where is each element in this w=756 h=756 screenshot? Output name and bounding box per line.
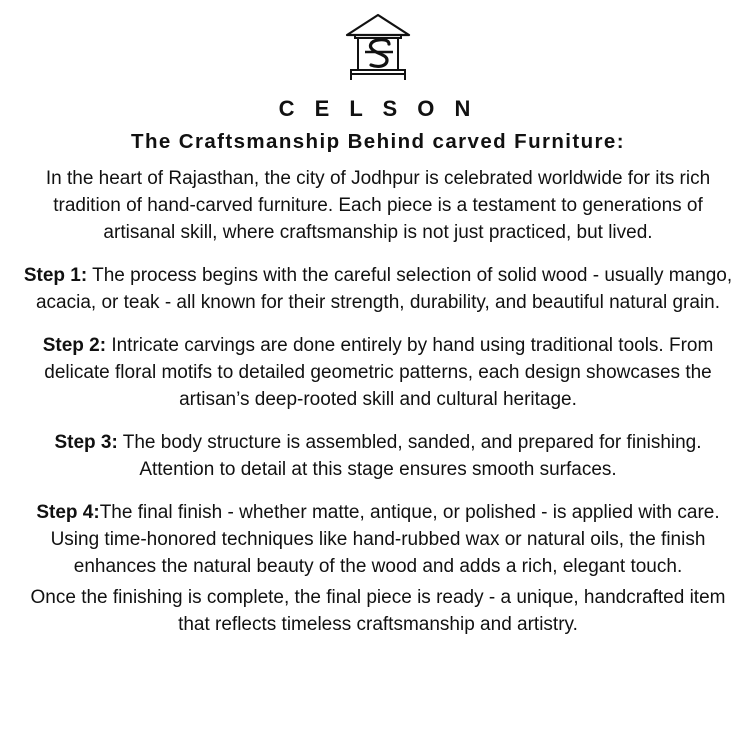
- step-3-text: The body structure is assembled, sanded, and prepared for finishing. Attention to detail at this stage ensures smooth surfaces.: [117, 431, 702, 480]
- step-1-text: The process begins with the careful selection of solid wood - usually mango, acacia, or teak - all known for their strength, durability, and beautiful natural grain.: [35, 264, 733, 313]
- step-1-label: Step 1:: [23, 264, 88, 286]
- paragraph-step-4: [17, 500, 739, 581]
- paragraph-step-2: [17, 333, 739, 414]
- step-4-label: Step 4:: [36, 501, 100, 523]
- step-4-text: The final finish - whether matte, antique, or polished - is applied with care. Using time-honored techniques like hand-rubbed wax or natural oils, the finish enhances the natural beauty of the wood and adds a rich, elegant touch.: [50, 501, 720, 577]
- step-3-label: Step 3:: [54, 431, 118, 453]
- paragraph-step-1: [17, 263, 739, 317]
- step-2-text: Intricate carvings are done entirely by hand using traditional tools. From delicate floral motifs to detailed geometric patterns, each design showcases the artisan’s deep-rooted skill and cultural heritage.: [44, 334, 714, 410]
- paragraph-intro-text: In the heart of Rajasthan, the city of Jodhpur is celebrated worldwide for its rich tradition of hand-carved furniture. Each piece is a testament to generations of artisanal skill, where craftsmanship is not just practiced, but lived.: [45, 168, 711, 243]
- paragraph-closing-text: Once the finishing is complete, the final piece is ready - a unique, handcrafted item that reflects timeless craftsmanship and artistry.: [30, 586, 726, 635]
- brand-logo: [335, 10, 421, 88]
- paragraph-closing: [17, 585, 739, 639]
- step-2-label: Step 2:: [42, 334, 107, 356]
- brand-name: C E L S O N: [278, 96, 478, 121]
- page-title: The Craftsmanship Behind carved Furniture:: [131, 130, 625, 153]
- paragraph-intro: [17, 166, 739, 247]
- paragraph-step-3: [17, 430, 739, 484]
- celson-house-monogram-logo-icon: [335, 10, 421, 88]
